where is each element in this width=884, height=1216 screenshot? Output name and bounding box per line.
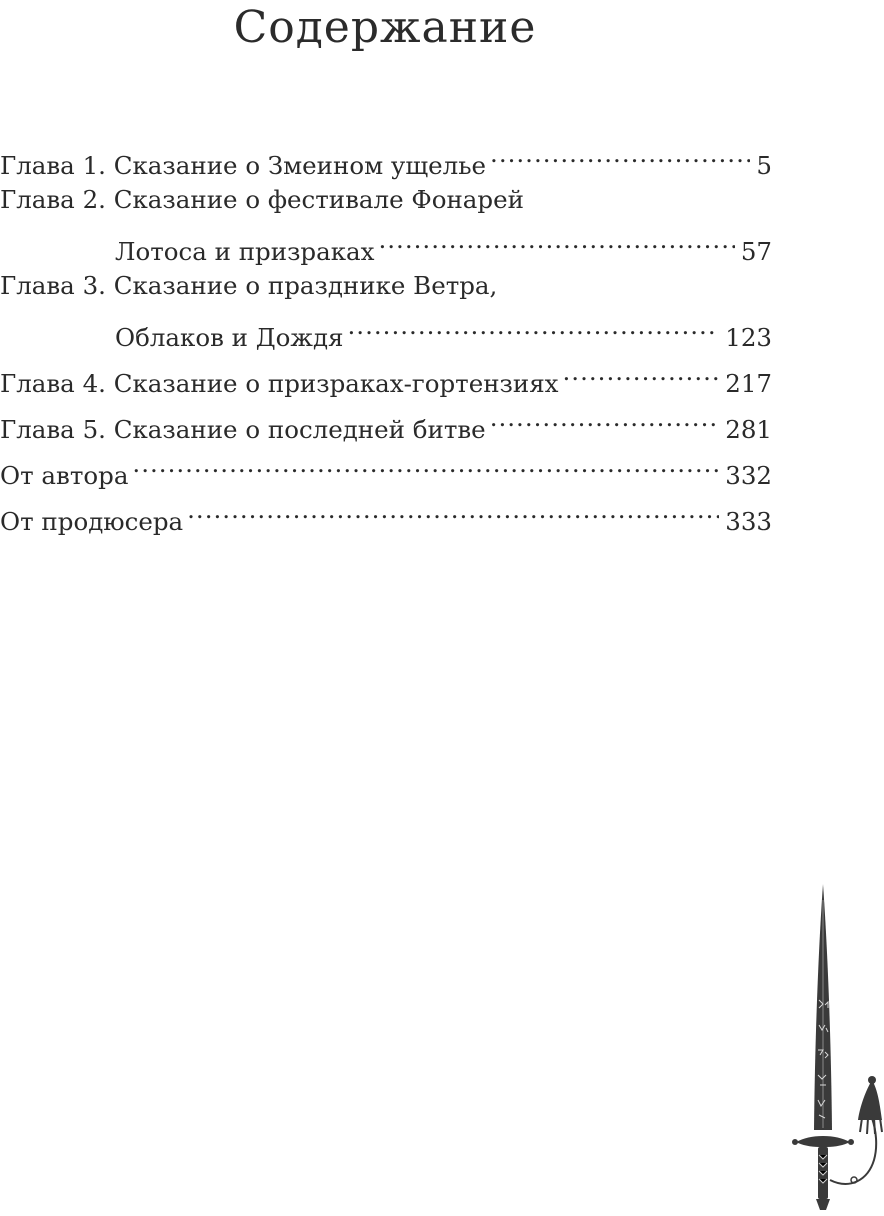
toc-entry-chapter-1 [0, 134, 772, 180]
page-number: 57 [740, 237, 772, 266]
page-number: 123 [725, 323, 772, 352]
toc-entry-title: От автора [0, 461, 129, 490]
toc-entry-chapter-3 [0, 266, 772, 352]
page-number: 332 [725, 461, 772, 490]
toc-entry-title: Глава 2. Сказание о фестивале Фонарей [0, 185, 524, 214]
toc-entry-chapter-4 [0, 352, 772, 398]
toc-entry-title-continuation: Облаков и Дождя [115, 323, 344, 352]
page-number: 217 [725, 369, 772, 398]
toc-entry-title: Глава 1. Сказание о Змеином ущелье [0, 151, 487, 180]
table-of-contents [0, 134, 772, 536]
toc-line-continuation [0, 306, 772, 352]
dot-leader [490, 398, 720, 438]
toc-line [0, 444, 772, 490]
toc-line [0, 490, 772, 536]
toc-line [0, 134, 772, 180]
toc-entry-title-continuation: Лотоса и призраках [115, 237, 375, 266]
toc-entry-title: Глава 5. Сказание о последней битве [0, 415, 486, 444]
dot-leader [378, 220, 734, 260]
page-number: 5 [756, 151, 772, 180]
toc-entry-title: Глава 3. Сказание о празднике Ветра, [0, 271, 498, 300]
sword-illustration [790, 880, 884, 1216]
page-number: 333 [725, 507, 772, 536]
dot-leader [132, 444, 719, 484]
page-title: Содержание [233, 2, 537, 53]
dot-leader [187, 490, 719, 530]
dot-leader [563, 352, 720, 392]
toc-line [0, 266, 772, 306]
dot-leader [490, 134, 750, 174]
page-number: 281 [725, 415, 772, 444]
toc-entry-chapter-2 [0, 180, 772, 266]
dot-leader [348, 306, 720, 346]
toc-entry-chapter-5 [0, 398, 772, 444]
toc-entry-title: Глава 4. Сказание о призраках-гортензиях [0, 369, 559, 398]
toc-line [0, 398, 772, 444]
toc-entry-producer-note [0, 490, 772, 536]
toc-line [0, 180, 772, 220]
toc-entry-title: От продюсера [0, 507, 184, 536]
toc-line-continuation [0, 220, 772, 266]
toc-entry-author-note [0, 444, 772, 490]
toc-line [0, 352, 772, 398]
